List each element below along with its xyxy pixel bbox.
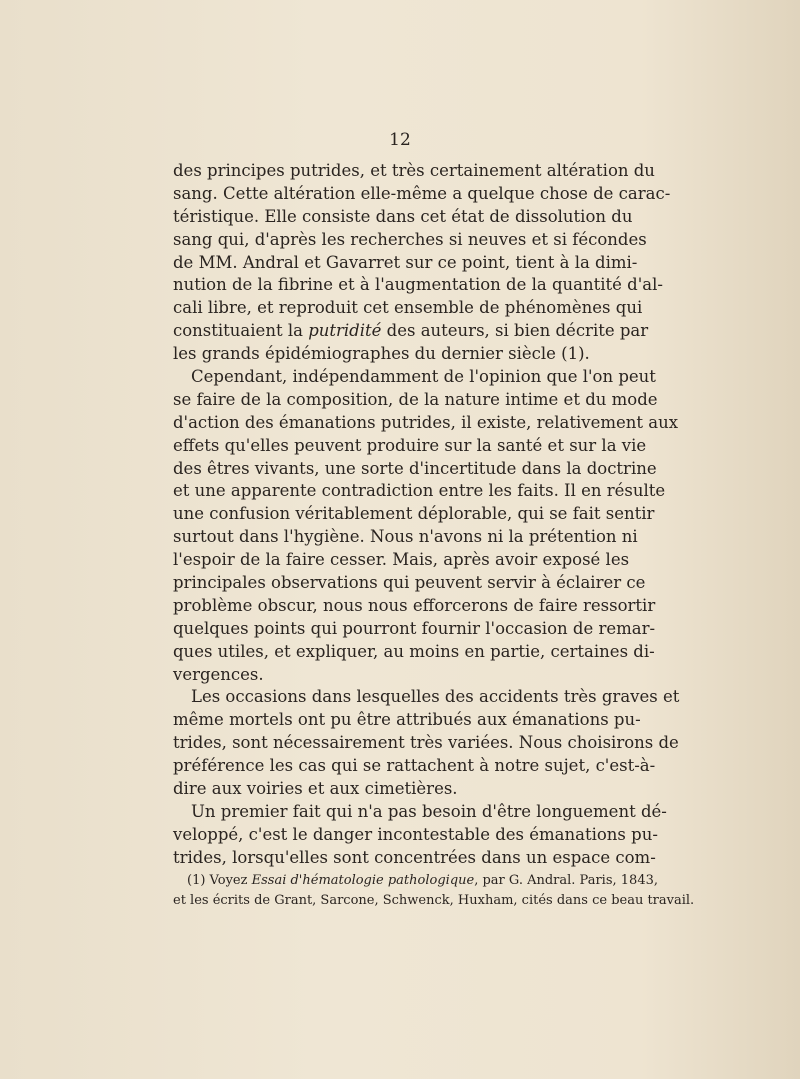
text-line	[173, 320, 649, 343]
footnote-text: (1) Voyez	[187, 873, 248, 888]
text-line: dire aux voiries et aux cimetières.	[173, 779, 458, 799]
text-line: Un premier fait qui n'a pas besoin d'être longuement dé-	[191, 801, 667, 821]
text-line: préférence les cas qui se rattachent à notre sujet, c'est-à-	[173, 756, 656, 776]
text-line: principales observations qui peuvent servir à éclairer ce	[173, 573, 646, 593]
text-line: des êtres vivants, une sorte d'incertitude dans la doctrine	[173, 458, 657, 478]
text-line: Les occasions dans lesquelles des accidents très graves et	[191, 687, 680, 707]
footnote-line	[173, 871, 658, 891]
text-line: sang qui, d'après les recherches si neuves et si fécondes	[173, 229, 647, 249]
text-line: les grands épidémiographes du dernier siècle (1).	[173, 344, 590, 364]
text-line: nution de la fibrine et à l'augmentation de la quantité d'al-	[173, 275, 663, 295]
footnote	[173, 871, 695, 911]
text-line: une confusion véritablement déplorable, qui se fait sentir	[173, 504, 655, 524]
text-line: même mortels ont pu être attribués aux émanations pu-	[173, 710, 641, 730]
text-line: effets qu'elles peuvent produire sur la santé et sur la vie	[173, 435, 647, 455]
text-line: cali libre, et reproduit cet ensemble de phénomènes qui	[173, 298, 643, 318]
text-line: trides, sont nécessairement très variées. Nous choisirons de	[173, 733, 679, 753]
footnote-text: , par G. Andral. Paris, 1843,	[474, 873, 658, 888]
text-line: ques utiles, et expliquer, au moins en partie, certaines di-	[173, 641, 655, 661]
footnote-line: et les écrits de Grant, Sarcone, Schwenck, Huxham, cités dans ce beau travail.	[173, 893, 695, 908]
text-line: quelques points qui pourront fournir l'occasion de remar-	[173, 618, 656, 638]
text-line: de MM. Andral et Gavarret sur ce point, tient à la dimi-	[173, 252, 638, 272]
text-line: l'espoir de la faire cesser. Mais, après avoir exposé les	[173, 550, 630, 570]
text-segment: constituaient la	[173, 321, 303, 341]
italic-term: putridité	[308, 321, 382, 341]
text-line: surtout dans l'hygiène. Nous n'avons ni la prétention ni	[173, 527, 638, 547]
footnote-title: Essai d'hématologie pathologique	[251, 873, 475, 888]
body-text	[173, 160, 680, 870]
text-line: Cependant, indépendamment de l'opinion que l'on peut	[191, 367, 656, 387]
text-line: vergences.	[173, 664, 264, 684]
text-segment: des auteurs, si bien décrite par	[386, 321, 649, 341]
text-line: téristique. Elle consiste dans cet état de dissolution du	[173, 206, 633, 226]
text-line: d'action des émanations putrides, il existe, relativement aux	[173, 412, 679, 432]
text-line: et une apparente contradiction entre les faits. Il en résulte	[173, 481, 666, 501]
text-line: veloppé, c'est le danger incontestable des émanations pu-	[173, 824, 658, 844]
text-line: problème obscur, nous nous efforcerons de faire ressortir	[173, 595, 656, 615]
text-line: se faire de la composition, de la nature intime et du mode	[173, 389, 658, 409]
page-number: 12	[389, 130, 411, 150]
text-line: des principes putrides, et très certainement altération du	[173, 161, 655, 180]
text-line: sang. Cette altération elle-même a quelque chose de carac-	[173, 183, 671, 203]
text-line: trides, lorsqu'elles sont concentrées dans un espace com-	[173, 847, 656, 867]
